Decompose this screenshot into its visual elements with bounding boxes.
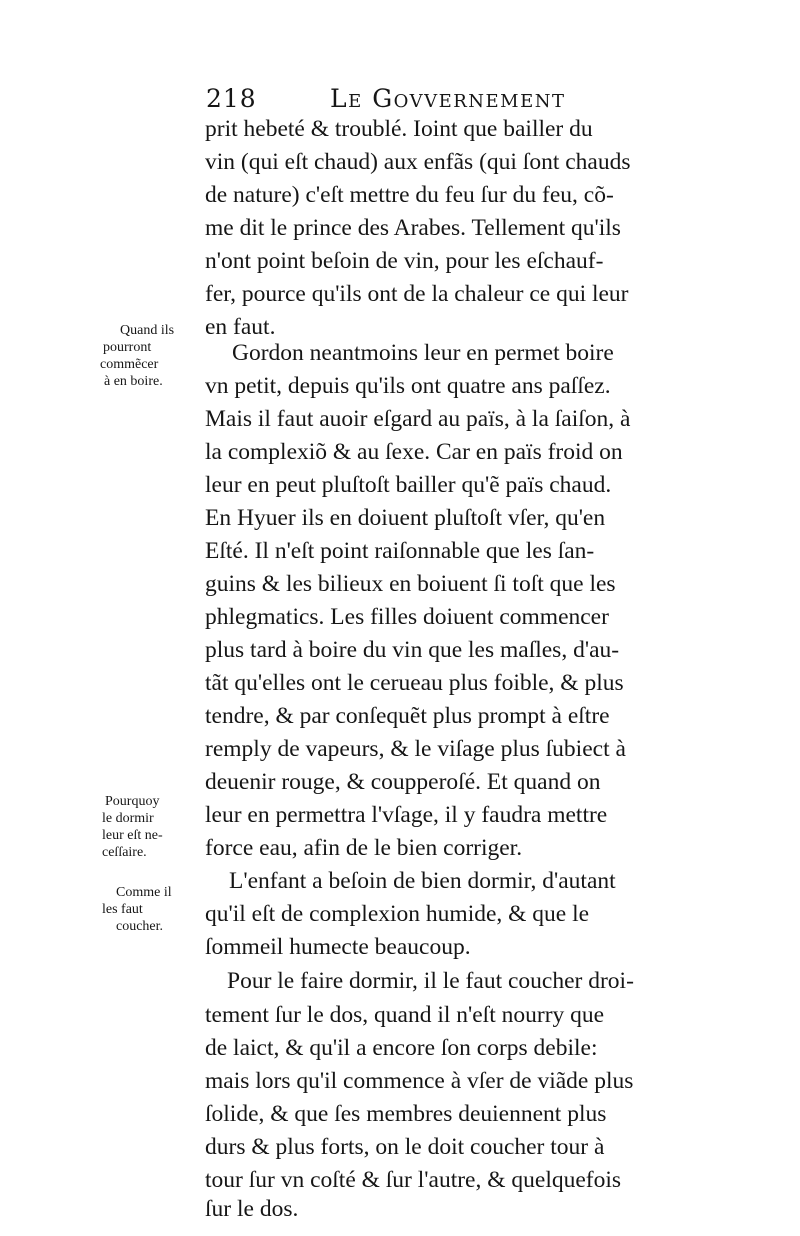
text-line: qu'il eſt de complexion humide, & que le <box>205 901 590 927</box>
page-number: 218 <box>206 84 257 113</box>
margin-note-line: coucher. <box>116 919 164 934</box>
text-line: remply de vapeurs, & le viſage plus ſubiect à <box>205 736 626 762</box>
text-line: de nature) c'eſt mettre du feu ſur du feu, cõ- <box>205 182 614 208</box>
text-line: n'ont point beſoin de vin, pour les eſchauf- <box>205 248 604 274</box>
text-line: En Hyuer ils en doiuent pluſtoſt vſer, qu'en <box>205 505 606 531</box>
text-line: prit hebeté & troublé. Ioint que bailler du <box>205 116 593 142</box>
margin-note <box>100 884 210 935</box>
margin-note-line: le dormir <box>102 811 154 826</box>
margin-note-line: Quand ils <box>120 323 175 338</box>
text-line: tour ſur vn coſté & ſur l'autre, & quelquefois <box>205 1167 622 1193</box>
text-line: durs & plus forts, on le doit coucher tour à <box>205 1134 605 1160</box>
margin-note-line: ceſſaire. <box>102 845 147 860</box>
margin-note-line: Comme il <box>116 885 172 900</box>
text-line: leur en peut pluſtoſt bailler qu'ẽ païs chaud. <box>205 472 612 498</box>
text-line: de laict, & qu'il a encore ſon corps debile: <box>205 1035 598 1061</box>
margin-note-line: commẽcer <box>100 357 159 372</box>
text-line: plus tard à boire du vin que les maſles, d'au- <box>205 637 620 663</box>
margin-note <box>100 793 210 861</box>
text-line: fer, pource qu'ils ont de la chaleur ce qui leur <box>205 281 629 307</box>
text-line: guins & les bilieux en boiuent ſi toſt que les <box>205 571 616 597</box>
text-line: tendre, & par conſequẽt plus prompt à eſtre <box>205 703 610 729</box>
text-line: Mais il faut auoir eſgard au païs, à la ſaiſon, à <box>205 406 631 432</box>
text-line: vn petit, depuis qu'ils ont quatre ans paſſez. <box>205 373 611 399</box>
text-line: me dit le prince des Arabes. Tellement qu'ils <box>205 215 621 241</box>
text-line: Pour le faire dormir, il le faut coucher droi- <box>227 968 634 994</box>
text-line: L'enfant a beſoin de bien dormir, d'autant <box>229 868 616 894</box>
text-line: en faut. <box>205 314 276 340</box>
text-line: ſommeil humecte beaucoup. <box>205 934 471 960</box>
text-line: force eau, afin de le bien corriger. <box>205 835 523 861</box>
text-line: tãt qu'elles ont le cerueau plus foible, & plus <box>205 670 624 696</box>
margin-note-line: pourront <box>103 340 152 355</box>
running-title: Le Govvernement <box>330 84 566 113</box>
text-line: tement ſur le dos, quand il n'eſt nourry que <box>205 1002 605 1028</box>
margin-note-line: Pourquoy <box>105 794 160 809</box>
text-line: ſur le dos. <box>205 1196 299 1222</box>
text-line: Eſté. Il n'eſt point raiſonnable que les ſan- <box>205 538 595 564</box>
text-line: la complexiõ & au ſexe. Car en païs froid on <box>205 439 623 465</box>
margin-note-line: leur eſt ne- <box>102 828 163 843</box>
text-line: ſolide, & que ſes membres deuiennent plus <box>205 1101 607 1127</box>
margin-note-line: à en boire. <box>104 374 163 389</box>
text-line: leur en permettra l'vſage, il y faudra mettre <box>205 802 608 828</box>
text-line: phlegmatics. Les filles doiuent commencer <box>205 604 609 630</box>
text-line: vin (qui eſt chaud) aux enfãs (qui ſont chauds <box>205 149 631 175</box>
text-line: deuenir rouge, & coupperoſé. Et quand on <box>205 769 601 795</box>
text-line: Gordon neantmoins leur en permet boire <box>232 340 614 366</box>
margin-note <box>100 322 210 390</box>
margin-note-line: les faut <box>102 902 143 917</box>
text-line: mais lors qu'il commence à vſer de viãde plus <box>205 1068 634 1094</box>
